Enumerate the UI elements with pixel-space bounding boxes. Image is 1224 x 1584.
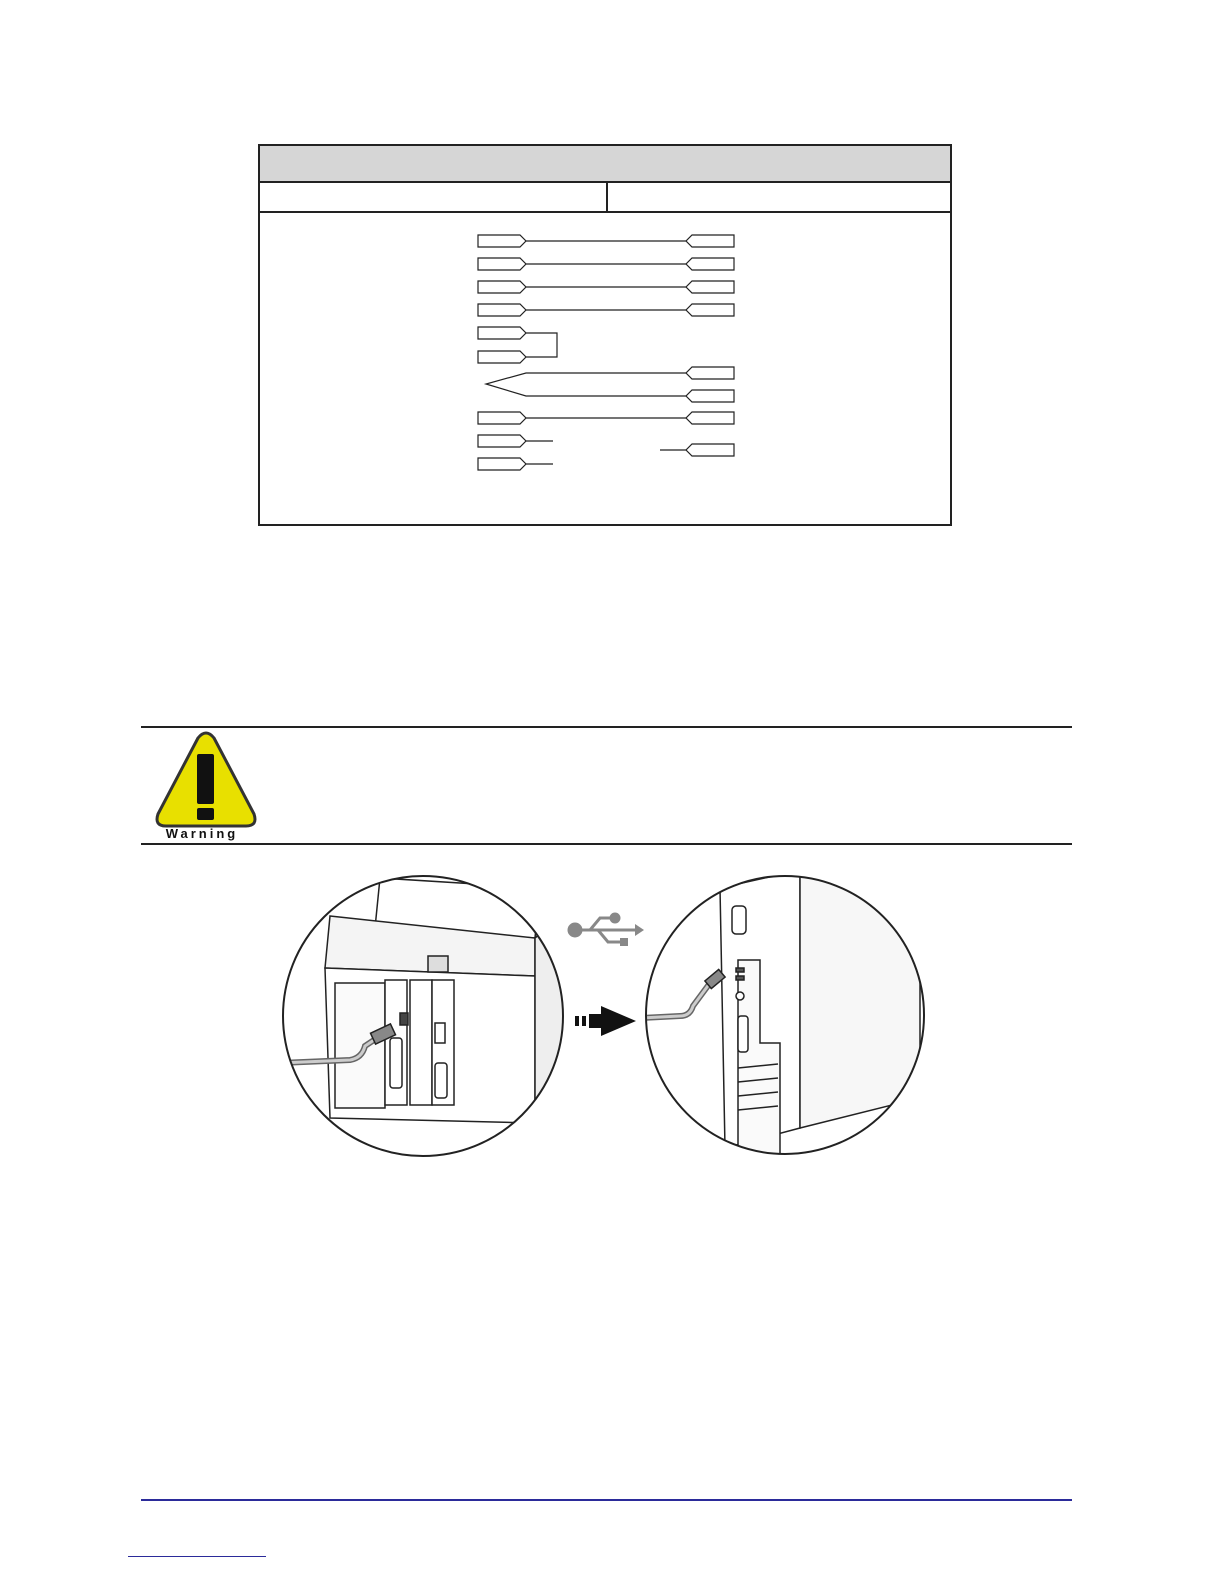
wiring-table-title <box>260 146 950 183</box>
usb-connection-illustration <box>280 868 940 1160</box>
warning-label: Warning <box>165 826 239 841</box>
right-pin-2 <box>686 258 734 270</box>
left-pin-4 <box>478 304 526 316</box>
left-pin-5 <box>478 327 526 339</box>
left-pin-9 <box>478 458 526 470</box>
usb-icon <box>569 914 644 946</box>
left-pin-2 <box>478 258 526 270</box>
wiring-diagram <box>260 213 950 524</box>
right-pin-7 <box>686 412 734 424</box>
wiring-table-header-row <box>260 183 950 213</box>
right-pin-3 <box>686 281 734 293</box>
right-pin-8 <box>686 444 734 456</box>
footer-link-underline[interactable] <box>128 1556 266 1557</box>
right-pin-5 <box>686 367 734 379</box>
left-pin-3 <box>478 281 526 293</box>
crossed-wire <box>486 373 686 396</box>
left-pin-6 <box>478 351 526 363</box>
wiring-table <box>258 144 952 526</box>
loopback-wire <box>526 333 557 357</box>
right-pin-6 <box>686 390 734 402</box>
right-pin-4 <box>686 304 734 316</box>
footer-rule <box>141 1499 1072 1501</box>
left-pin-8 <box>478 435 526 447</box>
warning-bottom-rule <box>141 843 1072 845</box>
right-pin-1 <box>686 235 734 247</box>
left-pin-1 <box>478 235 526 247</box>
pc-tower-image <box>640 870 920 1158</box>
warning-top-rule <box>141 726 1072 728</box>
header-divider <box>606 183 608 211</box>
arrow-right-icon <box>575 1006 636 1036</box>
left-pin-7 <box>478 412 526 424</box>
warning-icon <box>150 730 262 842</box>
